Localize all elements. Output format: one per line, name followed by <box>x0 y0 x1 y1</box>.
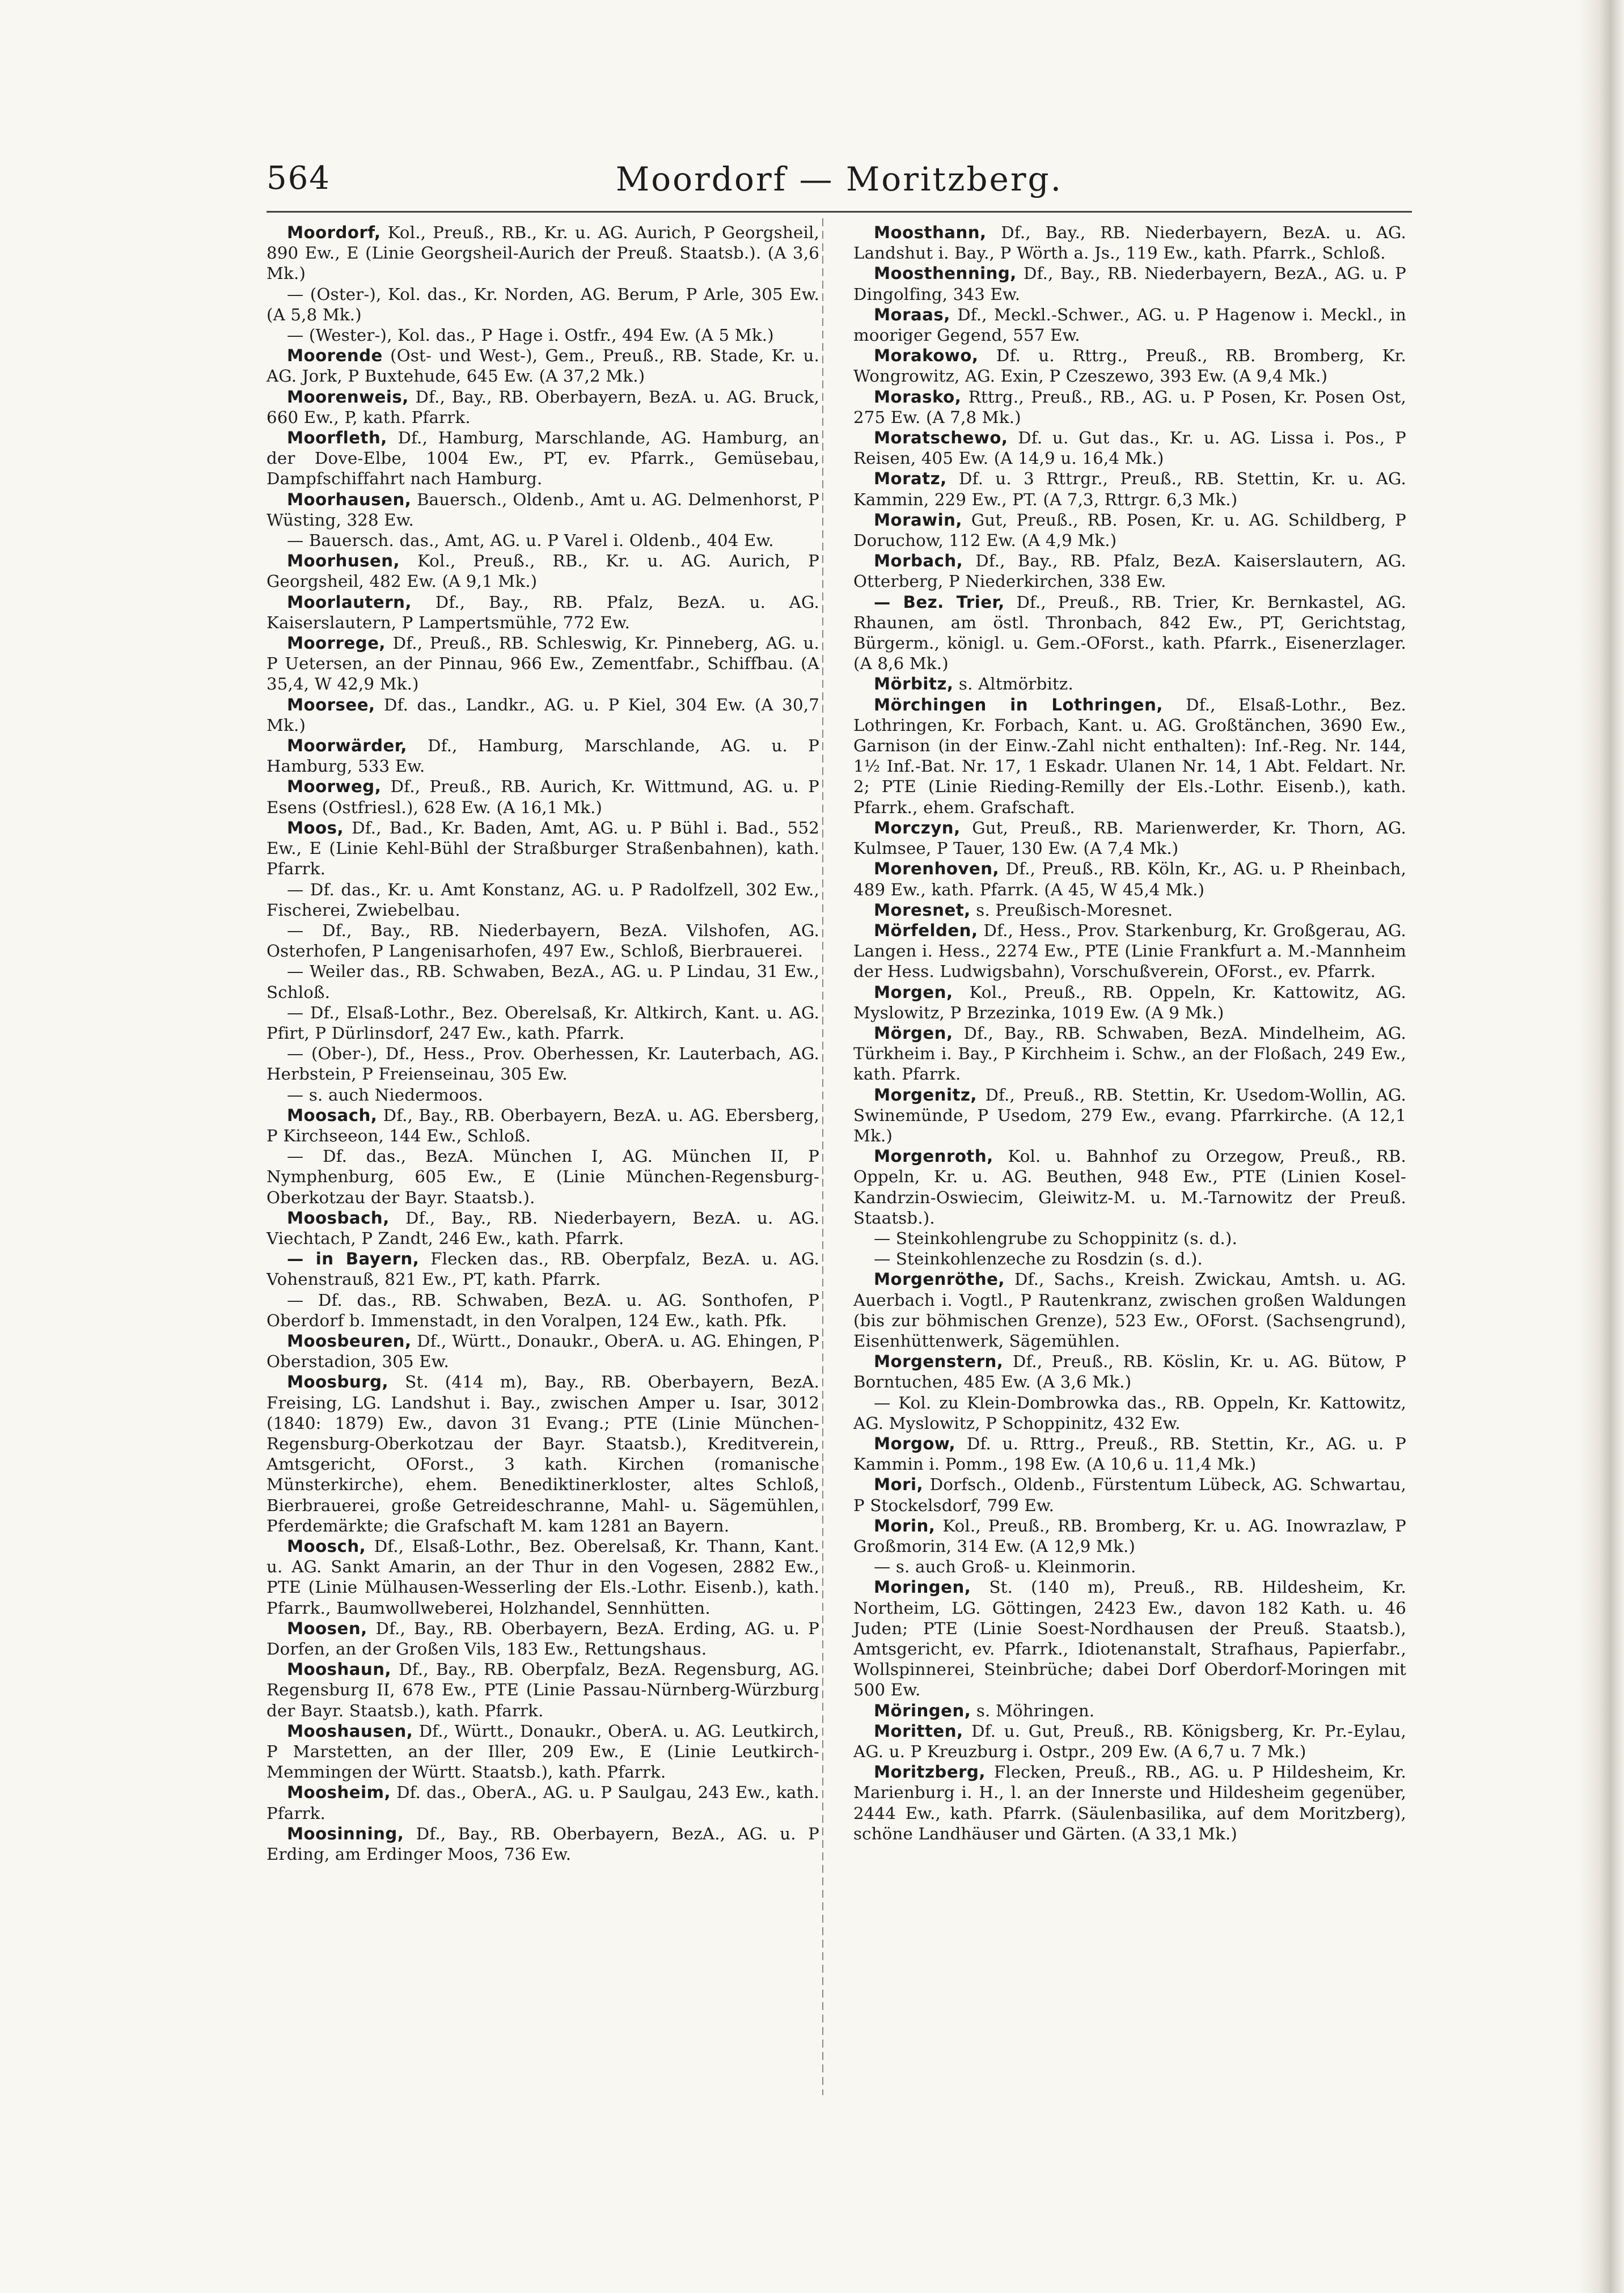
entry-text: Df., Bay., RB. Oberbayern, BezA. Erding, AG. u. P Dorfen, an der Großen Vils, 183 Ew., Rettungshaus. <box>267 1618 819 1659</box>
gazetteer-entry <box>853 222 1406 263</box>
gazetteer-entry <box>853 818 1406 858</box>
entry-headword: Moosbeuren, <box>287 1331 412 1351</box>
entry-text: Df., Bay., RB. Pfalz, BezA. Kaiserslautern, AG. Otterberg, P Niederkirchen, 338 Ew. <box>853 551 1406 591</box>
gazetteer-entry <box>267 1105 819 1146</box>
entry-headword: Morakowo, <box>874 346 979 366</box>
gazetteer-entry <box>267 592 819 633</box>
entry-text: Gut, Preuß., RB. Marienwerder, Kr. Thorn, AG. Kulmsee, P Tauer, 130 Ew. (A 7,4 Mk.) <box>853 818 1406 858</box>
gazetteer-entry <box>267 325 819 345</box>
page-number: 564 <box>267 160 331 197</box>
gazetteer-entry <box>267 387 819 428</box>
entry-headword: Moorfleth, <box>287 428 387 448</box>
running-head: Moordorf — Moritzberg. <box>615 160 1063 198</box>
gazetteer-entry <box>267 1782 819 1823</box>
entry-headword: Moosthann, <box>874 223 987 242</box>
entry-text: Kol., Preuß., RB. Oppeln, Kr. Kattowitz, AG. Myslowitz, P Brzezinka, 1019 Ew. (A 9 Mk.) <box>853 982 1406 1022</box>
gazetteer-entry <box>853 428 1406 468</box>
entry-headword: Mörbitz, <box>874 674 954 694</box>
gazetteer-entry <box>267 1085 819 1105</box>
gazetteer-entry <box>853 1269 1406 1351</box>
entry-headword: Moosch, <box>287 1537 366 1556</box>
gazetteer-entry <box>267 1249 819 1289</box>
entry-text: Df. u. Rttrg., Preuß., RB. Stettin, Kr., AG. u. P Kammin i. Pomm., 198 Ew. (A 10,6 u. 11,4 Mk.) <box>853 1433 1406 1474</box>
entry-headword: Moresnet, <box>874 900 971 920</box>
entry-text: — Weiler das., RB. Schwaben, BezA., AG. u. P Lindau, 31 Ew., Schloß. <box>267 962 819 1002</box>
left-column <box>267 222 819 1864</box>
entry-text: s. Altmörbitz. <box>953 674 1073 694</box>
entry-headword: Morgow, <box>874 1433 956 1453</box>
gazetteer-entry <box>853 1762 1406 1844</box>
gazetteer-entry <box>267 633 819 695</box>
entry-text: Df., Elsaß-Lothr., Bez. Lothringen, Kr. Forbach, Kant. u. AG. Großtänchen, 3690 Ew., Garnison (in der Einw.-Zahl nicht enthalten): Inf.-Reg. Nr. 144, 1½ Inf.-Bat. Nr. 17, 1 Eskadr. Ulanen Nr. 14, 1 Abt. Feldart. Nr. 2; PTE (Linie Rieding-Remilly der Els.-Lothr. Eisenb.), kath. Pfarrk., ehem. Grafschaft. <box>853 695 1406 817</box>
gazetteer-entry <box>853 674 1406 694</box>
entry-headword: Moosinning, <box>287 1824 404 1843</box>
gazetteer-entry <box>853 1721 1406 1762</box>
entry-text: Kol., Preuß., RB. Bromberg, Kr. u. AG. Inowrazlaw, P Großmorin, 314 Ew. (A 12,9 Mk.) <box>853 1516 1406 1556</box>
entry-text: — Df., Bay., RB. Niederbayern, BezA. Vilshofen, AG. Osterhofen, P Langenisarhofen, 497 Ew., Schloß, Bierbrauerei. <box>267 920 819 961</box>
entry-headword: Moritzberg, <box>874 1762 986 1782</box>
entry-headword: Moratschewo, <box>874 428 1008 448</box>
gazetteer-entry <box>267 735 819 776</box>
gazetteer-entry <box>853 387 1406 428</box>
entry-text: — s. auch Niedermoos. <box>287 1085 483 1105</box>
entry-headword: Moorhusen, <box>287 551 400 571</box>
gazetteer-entry <box>267 776 819 817</box>
gazetteer-entry <box>267 530 819 551</box>
gazetteer-entry <box>267 1146 819 1208</box>
gazetteer-entry <box>853 1433 1406 1474</box>
gazetteer-entry <box>267 695 819 735</box>
right-column <box>853 222 1406 1844</box>
entry-text: — Steinkohlengrube zu Schoppinitz (s. d.). <box>874 1228 1238 1248</box>
entry-text: Df., Bay., RB. Oberpfalz, BezA. Regensburg, AG. Regensburg II, 678 Ew., PTE (Linie Passau-Nürnberg-Würzburg der Bayr. Staatsb.), kath. Pfarrk. <box>267 1660 819 1720</box>
gazetteer-entry <box>267 961 819 1002</box>
entry-headword: Morgenröthe, <box>874 1270 1005 1289</box>
entry-headword: Mörgen, <box>874 1023 953 1043</box>
entry-text: Df. u. 3 Rttrgr., Preuß., RB. Stettin, Kr. u. AG. Kammin, 229 Ew., PT. (A 7,3, Rttrgr. 6,3 Mk.) <box>853 469 1406 509</box>
entry-text: Df., Württ., Donaukr., OberA. u. AG. Leutkirch, P Marstetten, an der Iller, 209 Ew., E (Linie Leutkirch-Memmingen der Württ. Staatsb.), kath. Pfarrk. <box>267 1721 819 1782</box>
entry-text: Df., Preuß., RB. Aurich, Kr. Wittmund, AG. u. P Esens (Ostfriesl.), 628 Ew. (A 16,1 Mk.) <box>267 777 819 817</box>
entry-headword: Moorenweis, <box>287 387 409 407</box>
entry-headword: Moosach, <box>287 1105 378 1125</box>
entry-text: — Df. das., RB. Schwaben, BezA. u. AG. Sonthofen, P Oberdorf b. Immenstadt, in den Voralpen, 124 Ew., kath. Pfk. <box>267 1290 819 1330</box>
gazetteer-entry <box>267 1208 819 1249</box>
entry-text: Df. das., OberA., AG. u. P Saulgau, 243 Ew., kath. Pfarrk. <box>267 1783 819 1823</box>
gazetteer-entry <box>853 1249 1406 1269</box>
entry-text: Df., Bay., RB. Niederbayern, BezA., AG. u. P Dingolfing, 343 Ew. <box>853 264 1406 304</box>
gazetteer-entry <box>853 982 1406 1023</box>
entry-text: Df., Preuß., RB. Köslin, Kr. u. AG. Bütow, P Borntuchen, 485 Ew. (A 3,6 Mk.) <box>853 1352 1406 1392</box>
entry-text: — Bauersch. das., Amt, AG. u. P Varel i. Oldenb., 404 Ew. <box>287 531 774 551</box>
entry-text: s. Preußisch-Moresnet. <box>970 900 1173 920</box>
entry-headword: Moraas, <box>874 304 950 324</box>
entry-headword: Mörfelden, <box>874 920 978 940</box>
gazetteer-entry <box>853 551 1406 591</box>
entry-headword: Moosthenning, <box>874 264 1017 284</box>
gazetteer-entry <box>267 1372 819 1536</box>
gazetteer-entry <box>853 1700 1406 1721</box>
entry-text: Kol. u. Bahnhof zu Orzegow, Preuß., RB. Oppeln, Kr. u. AG. Beuthen, 948 Ew., PTE (Linien Kosel-Kandrzin-Oswiecim, Gleiwitz-M. u. M.-Tarnowitz der Preuß. Staatsb.). <box>853 1146 1406 1228</box>
gazetteer-entry <box>853 695 1406 818</box>
entry-text: — Kol. zu Klein-Dombrowka das., RB. Oppeln, Kr. Kattowitz, AG. Myslowitz, P Schoppinitz, 432 Ew. <box>853 1393 1406 1433</box>
gazetteer-entry <box>853 1023 1406 1085</box>
entry-headword: Moratz, <box>874 469 947 489</box>
entry-text: Df. das., Landkr., AG. u. P Kiel, 304 Ew. (A 30,7 Mk.) <box>267 695 819 735</box>
entry-text: — s. auch Groß- u. Kleinmorin. <box>874 1557 1136 1577</box>
gazetteer-entry <box>853 1393 1406 1433</box>
gazetteer-entry <box>267 879 819 920</box>
entry-text: (Ost- und West-), Gem., Preuß., RB. Stade, Kr. u. AG. Jork, P Buxtehude, 645 Ew. (A 37,2 Mk.) <box>267 346 819 386</box>
entry-headword: Morczyn, <box>874 818 961 837</box>
gazetteer-entry <box>267 1721 819 1783</box>
entry-headword: Morbach, <box>874 551 963 571</box>
gazetteer-entry <box>853 263 1406 304</box>
entry-headword: Morin, <box>874 1516 936 1535</box>
gazetteer-entry <box>267 551 819 591</box>
entry-text: — (Oster-), Kol. das., Kr. Norden, AG. Berum, P Arle, 305 Ew. (A 5,8 Mk.) <box>267 284 819 324</box>
entry-text: Df., Bay., RB. Oberbayern, BezA., AG. u. P Erding, am Erdinger Moos, 736 Ew. <box>267 1824 819 1864</box>
entry-headword: Moorende <box>287 346 383 366</box>
entry-text: Df. u. Rttrg., Preuß., RB. Bromberg, Kr. Wongrowitz, AG. Exin, P Czeszewo, 393 Ew. (A 9,4 Mk.) <box>853 346 1406 386</box>
entry-text: Df., Elsaß-Lothr., Bez. Oberelsaß, Kr. Thann, Kant. u. AG. Sankt Amarin, an der Thur in den Vogesen, 2882 Ew., PTE (Linie Mülhausen-Wesserling der Els.-Lothr. Eisenb.), kath. Pfarrk., Baumwollweberei, Holzhandel, Sennhütten. <box>267 1537 819 1618</box>
entry-headword: Moringen, <box>874 1577 971 1597</box>
entry-text: Df., Hess., Prov. Starkenburg, Kr. Großgerau, AG. Langen i. Hess., 2274 Ew., PTE (Linie Frankfurt a. M.-Mannheim der Hess. Ludwigsbahn), Vorschußverein, OForst., ev. Pfarrk. <box>853 920 1406 981</box>
entry-text: — Steinkohlenzeche zu Rosdzin (s. d.). <box>874 1249 1203 1269</box>
entry-headword: Morenhoven, <box>874 859 1000 879</box>
gazetteer-entry <box>267 1043 819 1084</box>
entry-text: Df., Preuß., RB. Trier, Kr. Bernkastel, AG. Rhaunen, am östl. Thronbach, 842 Ew., PT, Gerichtstag, Bürgerm., königl. u. Gem.-OForst., kath. Pfarrk., Eisenerzlager. (A 8,6 Mk.) <box>853 592 1407 674</box>
entry-headword: Mooshausen, <box>287 1721 413 1741</box>
entry-headword: Moorwärder, <box>287 736 407 756</box>
entry-text: Df., Preuß., RB. Köln, Kr., AG. u. P Rheinbach, 489 Ew., kath. Pfarrk. (A 45, W 45,4 Mk.) <box>853 859 1406 899</box>
gazetteer-entry <box>853 345 1406 386</box>
entry-headword: Mori, <box>874 1475 924 1495</box>
entry-headword: Morawin, <box>874 510 963 530</box>
gazetteer-entry <box>267 1536 819 1618</box>
entry-text: Df., Bay., RB. Oberbayern, BezA. u. AG. Ebersberg, P Kirchseeon, 144 Ew., Schloß. <box>267 1105 819 1145</box>
entry-text: s. Möhringen. <box>971 1700 1095 1720</box>
gazetteer-entry <box>267 222 819 284</box>
entry-headword: Moorsee, <box>287 695 375 714</box>
entry-headword: Moritten, <box>874 1721 963 1741</box>
entry-text: Df., Preuß., RB. Stettin, Kr. Usedom-Wollin, AG. Swinemünde, P Usedom, 279 Ew., evang. Pfarrkirche. (A 12,1 Mk.) <box>853 1085 1406 1145</box>
entry-headword: Moosbach, <box>287 1208 390 1228</box>
entry-headword: Moosen, <box>287 1618 367 1638</box>
entry-text: Df., Bay., RB. Schwaben, BezA. Mindelheim, AG. Türkheim i. Bay., P Kirchheim i. Schw., an der Floßach, 249 Ew., kath. Pfarrk. <box>853 1023 1406 1084</box>
entry-headword: Mooshaun, <box>287 1660 392 1679</box>
entry-headword: Morgenroth, <box>874 1146 993 1166</box>
entry-headword: Moorrege, <box>287 633 386 653</box>
entry-text: Df., Bay., RB. Pfalz, BezA. u. AG. Kaiserslautern, P Lampertsmühle, 772 Ew. <box>267 592 819 632</box>
entry-text: Df., Hamburg, Marschlande, AG. u. P Hamburg, 533 Ew. <box>267 736 819 776</box>
gazetteer-entry <box>267 1331 819 1372</box>
gazetteer-entry <box>267 818 819 879</box>
entry-headword: Moosheim, <box>287 1783 391 1803</box>
gazetteer-entry <box>853 592 1406 674</box>
entry-text: Df., Bay., RB. Oberbayern, BezA. u. AG. Bruck, 660 Ew., P, kath. Pfarrk. <box>267 387 819 427</box>
entry-headword: Moordorf, <box>287 223 381 242</box>
gazetteer-entry <box>853 920 1406 982</box>
gazetteer-entry <box>267 489 819 530</box>
entry-text: Df., Bay., RB. Niederbayern, BezA. u. AG. Landshut i. Bay., P Wörth a. Js., 119 Ew., kath. Pfarrk., Schloß. <box>853 223 1406 263</box>
entry-headword: Morgenitz, <box>874 1085 977 1105</box>
entry-headword: Moos, <box>287 818 344 837</box>
entry-headword: Moorlautern, <box>287 592 412 612</box>
entry-headword: — Bez. Trier, <box>874 592 1005 612</box>
gazetteer-entry <box>853 1577 1406 1700</box>
entry-headword: Möringen, <box>874 1700 971 1720</box>
gazetteer-entry <box>267 1824 819 1864</box>
entry-text: St. (414 m), Bay., RB. Oberbayern, BezA. Freising, LG. Landshut i. Bay., zwischen Amper u. Isar, 3012 (1840: 1879) Ew., davon 31 Evang.; PTE (Linie München-Regensburg-Oberkotzau der Bayr. Staatsb.), Kreditverein, Amtsgericht, OForst., 3 kath. Kirchen (romanische Münsterkirche), ehem. Benediktinerkloster, altes Schloß, Bierbrauerei, große Getreideschranne, Mahl- u. Sägemühlen, Pferdemärkte; die Grafschaft M. kam 1281 an Bayern. <box>267 1372 819 1535</box>
entry-text: Rttrg., Preuß., RB., AG. u. P Posen, Kr. Posen Ost, 275 Ew. (A 7,8 Mk.) <box>853 387 1406 427</box>
gazetteer-entry <box>853 1146 1406 1228</box>
entry-headword: Mörchingen in Lothringen, <box>874 695 1163 714</box>
gazetteer-entry <box>853 1351 1406 1392</box>
column-divider <box>822 218 823 2095</box>
gazetteer-entry <box>853 1474 1406 1515</box>
entry-headword: — in Bayern, <box>287 1249 420 1269</box>
entry-text: Df., Bay., RB. Niederbayern, BezA. u. AG. Viechtach, P Zandt, 246 Ew., kath. Pfarrk. <box>267 1208 819 1248</box>
entry-text: Flecken das., RB. Oberpfalz, BezA. u. AG. Vohenstrauß, 821 Ew., PT, kath. Pfarrk. <box>267 1249 819 1289</box>
gazetteer-entry <box>853 468 1406 509</box>
page-header <box>267 160 1412 205</box>
gazetteer-entry <box>267 1659 819 1721</box>
gazetteer-entry <box>853 1516 1406 1556</box>
entry-text: Df., Württ., Donaukr., OberA. u. AG. Ehingen, P Oberstadion, 305 Ew. <box>267 1331 819 1372</box>
entry-text: St. (140 m), Preuß., RB. Hildesheim, Kr. Northeim, LG. Göttingen, 2423 Ew., davon 182 Kath. u. 46 Juden; PTE (Linie Soest-Nordhausen der Preuß. Staatsb.), Amtsgericht, ev. Pfarrk., Idiotenanstalt, Strafhaus, Papierfabr., Wollspinnerei, Steinbrüche; dabei Dorf Oberdorf-Moringen mit 500 Ew. <box>853 1577 1406 1700</box>
entry-text: Df., Sachs., Kreish. Zwickau, Amtsh. u. AG. Auerbach i. Vogtl., P Rautenkranz, zwischen großen Waldungen (bis zur böhmischen Grenze), 523 Ew., OForst. (Sachsengrund), Eisenhüttenwerk, Sägemühlen. <box>853 1270 1406 1351</box>
gazetteer-entry <box>853 1556 1406 1577</box>
entry-text: — (Wester-), Kol. das., P Hage i. Ostfr., 494 Ew. (A 5 Mk.) <box>287 325 774 345</box>
entry-text: — Df. das., Kr. u. Amt Konstanz, AG. u. P Radolfzell, 302 Ew., Fischerei, Zwiebelbau. <box>267 879 819 920</box>
header-rule <box>267 211 1412 213</box>
entry-text: Kol., Preuß., RB., Kr. u. AG. Aurich, P Georgsheil, 482 Ew. (A 9,1 Mk.) <box>267 551 819 591</box>
entry-headword: Moorhausen, <box>287 489 412 509</box>
gazetteer-entry <box>853 1085 1406 1146</box>
entry-text: Df., Meckl.-Schwer., AG. u. P Hagenow i. Meckl., in mooriger Gegend, 557 Ew. <box>853 304 1406 345</box>
entry-headword: Morgenstern, <box>874 1352 1004 1372</box>
entry-text: — Df., Elsaß-Lothr., Bez. Oberelsaß, Kr. Altkirch, Kant. u. AG. Pfirt, P Dürlinsdorf, 247 Ew., kath. Pfarrk. <box>267 1002 819 1043</box>
gazetteer-entry <box>853 900 1406 920</box>
entry-text: Kol., Preuß., RB., Kr. u. AG. Aurich, P Georgsheil, 890 Ew., E (Linie Georgsheil-Aurich der Preuß. Staatsb.). (A 3,6 Mk.) <box>267 223 819 284</box>
entry-text: Flecken, Preuß., RB., AG. u. P Hildesheim, Kr. Marienburg i. H., l. an der Innerste und Hildesheim gegenüber, 2444 Ew., kath. Pfarrk. (Säulenbasilika, auf dem Moritzberg), schöne Landhäuser und Gärten. (A 33,1 Mk.) <box>853 1762 1406 1843</box>
entry-headword: Morasko, <box>874 387 962 407</box>
entry-text: — Df. das., BezA. München I, AG. München II, P Nymphenburg, 605 Ew., E (Linie München-Regensburg-Oberkotzau der Bayr. Staatsb.). <box>267 1146 819 1207</box>
gazetteer-entry <box>853 858 1406 899</box>
gazetteer-entry <box>853 1228 1406 1249</box>
gazetteer-entry <box>267 1618 819 1659</box>
entry-headword: Morgen, <box>874 982 953 1002</box>
page-edge-shadow <box>1579 0 1624 2293</box>
entry-text: Gut, Preuß., RB. Posen, Kr. u. AG. Schildberg, P Doruchow, 112 Ew. (A 4,9 Mk.) <box>853 510 1406 551</box>
entry-text: Dorfsch., Oldenb., Fürstentum Lübeck, AG. Schwartau, P Stockelsdorf, 799 Ew. <box>853 1475 1406 1515</box>
gazetteer-entry <box>853 304 1406 345</box>
entry-headword: Moosburg, <box>287 1372 389 1392</box>
entry-text: Df., Bad., Kr. Baden, Amt, AG. u. P Bühl i. Bad., 552 Ew., E (Linie Kehl-Bühl der Straßburger Straßenbahnen), kath. Pfarrk. <box>267 818 819 879</box>
gazetteer-entry <box>267 284 819 325</box>
gazetteer-entry <box>267 345 819 386</box>
gazetteer-entry <box>267 1290 819 1331</box>
gazetteer-entry <box>267 428 819 489</box>
gazetteer-entry <box>853 510 1406 551</box>
entry-headword: Moorweg, <box>287 777 382 797</box>
entry-text: Df., Preuß., RB. Schleswig, Kr. Pinneberg, AG. u. P Uetersen, an der Pinnau, 966 Ew., Zementfabr., Schiffbau. (A 35,4, W 42,9 Mk.) <box>267 633 819 694</box>
entry-text: — (Ober-), Df., Hess., Prov. Oberhessen, Kr. Lauterbach, AG. Herbstein, P Freienseinau, 305 Ew. <box>267 1044 819 1084</box>
gazetteer-entry <box>267 1002 819 1043</box>
entry-text: Df. u. Gut, Preuß., RB. Königsberg, Kr. Pr.-Eylau, AG. u. P Kreuzburg i. Ostpr., 209 Ew. (A 6,7 u. 7 Mk.) <box>853 1721 1406 1762</box>
entry-text: Bauersch., Oldenb., Amt u. AG. Delmenhorst, P Wüsting, 328 Ew. <box>267 489 819 530</box>
gazetteer-entry <box>267 920 819 961</box>
entry-text: Df., Hamburg, Marschlande, AG. Hamburg, an der Dove-Elbe, 1004 Ew., PT, ev. Pfarrk., Gemüsebau, Dampfschiffahrt nach Hamburg. <box>267 428 819 489</box>
entry-text: Df. u. Gut das., Kr. u. AG. Lissa i. Pos., P Reisen, 405 Ew. (A 14,9 u. 16,4 Mk.) <box>853 428 1406 468</box>
